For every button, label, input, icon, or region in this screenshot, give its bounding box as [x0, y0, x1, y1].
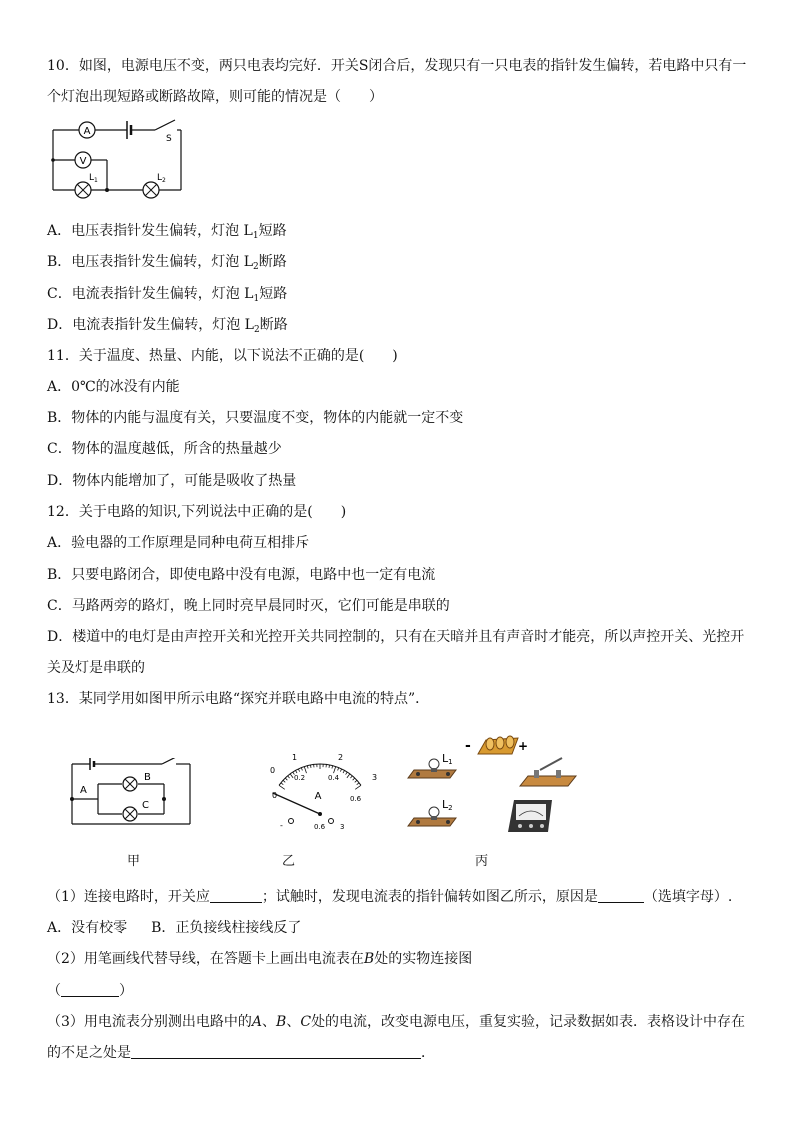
- dial-tick: [307, 766, 308, 769]
- battery-minus: -: [465, 738, 471, 754]
- dial-tick: [332, 766, 333, 769]
- answer-blank[interactable]: [131, 1044, 421, 1059]
- fig-jia-circuit: [66, 758, 196, 830]
- voltmeter-label: V: [79, 156, 87, 167]
- fig-caption-yi: 乙: [282, 854, 296, 869]
- dial-tick: [340, 769, 341, 772]
- q10-stem-line1: 10．如图，电源电压不变，两只电表均完好．开关S闭合后，发现只有一只电表的指针发生偏转，若电路中只有一: [47, 58, 747, 74]
- jia-label-c: C: [142, 800, 149, 811]
- terminal-06: 0.6: [314, 823, 326, 831]
- q11-option-c: C．物体的温度越低，所含的热量越少: [47, 441, 282, 457]
- dial-label-bottom-06: 0.6: [350, 795, 362, 803]
- dial-tick: [310, 765, 311, 768]
- dial-tick: [298, 769, 299, 772]
- voltmeter-symbol: [75, 152, 91, 168]
- q10-option-a: A．电压表指针发生偏转，灯泡 $L_1$短路: [47, 223, 287, 241]
- dial-unit: A: [314, 791, 322, 802]
- dial-tick: [355, 785, 361, 789]
- dial-label-top-2: 2: [338, 753, 344, 762]
- dial-tick: [353, 778, 355, 780]
- q12-stem: 12．关于电路的知识,下列说法中正确的是( ): [47, 504, 347, 520]
- dial-tick: [350, 776, 352, 778]
- switch-label: S: [166, 134, 172, 144]
- fig-caption-jia: 甲: [127, 854, 141, 869]
- lamp1-subscript: 1: [94, 177, 98, 184]
- dial-tick: [281, 783, 283, 785]
- bing-ammeter: [508, 800, 552, 832]
- dial-terminals: [280, 819, 344, 832]
- q11-option-b: B．物体的内能与温度有关，只要温度不变，物体的内能就一定不变: [47, 410, 464, 426]
- q12-option-b: B．只要电路闭合，即使电路中没有电源，电路中也一定有电流: [47, 567, 436, 583]
- dial-tick: [355, 780, 357, 782]
- needle-pivot: [318, 812, 322, 816]
- junction-dot: [162, 797, 166, 801]
- terminal-minus: -: [280, 821, 283, 830]
- terminal-3: 3: [340, 823, 345, 831]
- lamp2-symbol: [143, 173, 166, 198]
- bing-switch: [520, 758, 576, 786]
- dial-tick: [279, 785, 285, 789]
- fig-bing-components: [400, 728, 590, 840]
- q11-option-a: A．0℃的冰没有内能: [47, 379, 180, 395]
- q12-option-c: C．马路两旁的路灯，晚上同时亮早晨同时灭，它们可能是串联的: [47, 598, 450, 614]
- q13-part3: （3）用电流表分别测出电路中的A、B、C处的电流，改变电源电压，重复实验，记录数据如表．表格设计中存在: [47, 1014, 746, 1030]
- dial-label-top-0: 0: [270, 766, 276, 775]
- bing-lamp1: [408, 752, 456, 778]
- battery-box: [478, 736, 518, 754]
- dial-tick-marks: [279, 764, 361, 789]
- battery-plus: +: [518, 739, 529, 753]
- lamp1-symbol: [75, 173, 98, 198]
- q10-option-b: B．电压表指针发生偏转，灯泡 $L_2$断路: [47, 254, 287, 272]
- dial-tick: [329, 765, 330, 768]
- lamp1-label: $L_1$: [89, 173, 98, 184]
- q10-option-c: C．电流表指针发生偏转，灯泡 $L_1$短路: [47, 286, 288, 304]
- lamp2-subscript: 2: [162, 177, 166, 184]
- answer-blank[interactable]: [598, 888, 644, 903]
- dial-tick: [288, 776, 290, 778]
- jia-label-a: A: [80, 785, 87, 796]
- dial-tick: [304, 767, 306, 774]
- junction-dot: [51, 158, 55, 162]
- q13-part2-answer: （ ）: [47, 983, 133, 999]
- dial-needle: [272, 793, 320, 814]
- dial-label-top-3: 3: [372, 773, 378, 782]
- dial-tick: [343, 770, 344, 773]
- dial-tick: [285, 778, 287, 780]
- dial-label-bottom-04: 0.4: [328, 774, 340, 782]
- dial-tick: [334, 767, 336, 774]
- q10-circuit-diagram: [45, 118, 195, 204]
- dial-tick: [338, 768, 339, 771]
- q13-part1-options: [47, 919, 301, 937]
- junction-dot: [105, 188, 109, 192]
- jia-label-b: B: [144, 772, 151, 783]
- q10-stem-line2: 个灯泡出现短路或断路故障，则可能的情况是（ ）: [47, 89, 383, 105]
- dial-tick: [290, 774, 293, 778]
- dial-tick: [346, 772, 348, 775]
- q13-option-a: A．没有校零: [47, 920, 128, 936]
- ammeter-symbol: [79, 122, 95, 138]
- answer-blank[interactable]: [61, 982, 119, 997]
- q13-part1: （1）连接电路时，开关应 ；试触时，发现电流表的指针偏转如图乙所示，原因是 （选填字母）.: [47, 889, 733, 905]
- answer-blank[interactable]: [210, 888, 262, 903]
- q12-option-a: A．验电器的工作原理是同种电荷互相排斥: [47, 535, 310, 551]
- junction-dot: [70, 797, 74, 801]
- q10-option-d: D．电流表指针发生偏转，灯泡 $L_2$断路: [47, 317, 288, 335]
- jia-lamp-bottom: [123, 807, 137, 821]
- fig-yi-ammeter-dial: [252, 752, 388, 832]
- q13-option-b: B．正负接线柱接线反了: [151, 920, 302, 936]
- q13-part2: （2）用笔画线代替导线，在答题卡上画出电流表在B处的实物连接图: [47, 951, 473, 967]
- dial-tick: [347, 774, 350, 778]
- fig-caption-bing: 丙: [475, 854, 489, 869]
- dial-tick: [357, 783, 359, 785]
- dial-tick: [296, 770, 297, 773]
- jia-lamp-top: [123, 777, 137, 791]
- q12-option-d-cont: 关及灯是串联的: [47, 660, 145, 676]
- dial-tick: [301, 768, 302, 771]
- bing-lamp2-label: L2: [442, 798, 453, 812]
- q11-option-d: D．物体内能增加了，可能是吸收了热量: [47, 473, 297, 489]
- dial-label-bottom-0: 0: [272, 791, 278, 800]
- dial-label-top-1: 1: [292, 753, 298, 762]
- bing-lamp2: [408, 798, 456, 826]
- q11-stem: 11．关于温度、热量、内能，以下说法不正确的是( ): [47, 348, 398, 364]
- bing-lamp1-label: L1: [442, 752, 453, 766]
- dial-label-bottom-02: 0.2: [294, 774, 306, 782]
- ammeter-label: A: [83, 126, 91, 137]
- q13-stem: 13．某同学用如图甲所示电路“探究并联电路中电流的特点”．: [47, 691, 430, 707]
- dial-tick: [283, 780, 285, 782]
- q12-option-d: D．楼道中的电灯是由声控开关和光控开关共同控制的，只有在天暗并且有声音时才能亮，所以声控开关、光控开: [47, 629, 745, 645]
- q13-part3-cont: 的不足之处是 ．: [47, 1045, 435, 1061]
- lamp2-label: $L_2$: [157, 173, 166, 184]
